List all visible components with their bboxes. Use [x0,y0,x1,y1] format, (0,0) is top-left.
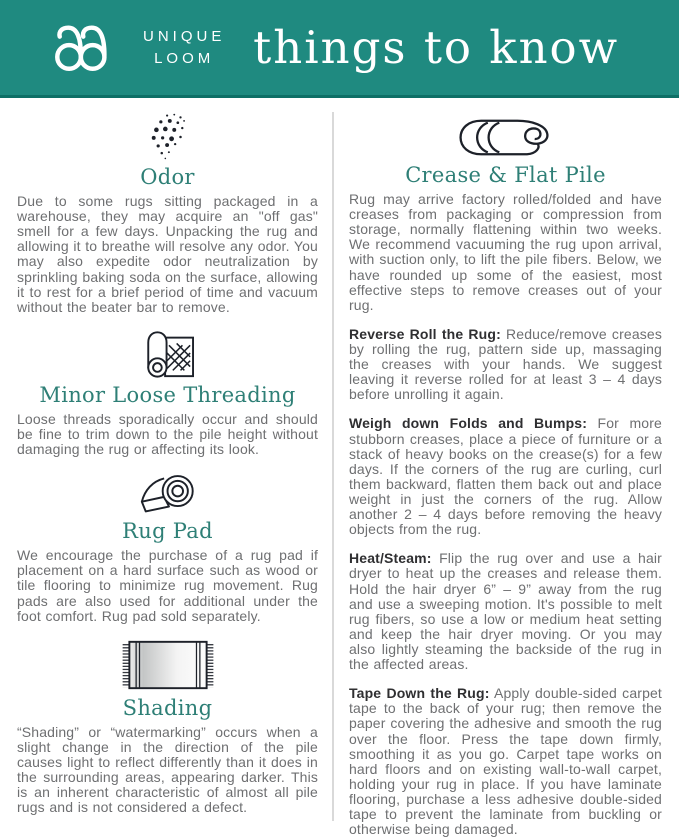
section-body: Loose threads sporadically occur and should be fine to trim down to the pile height without damaging the rug or affecting its look. [17,410,318,458]
section-body: Due to some rugs sitting packaged in a warehouse, they may acquire an "off gas" smell for a few days. Unpacking the rug and allowing it to breathe will resolve any odor. You may also expedite odor neutralization by sprinkling baking soda on the surface, allowing it to rest for a brief period of time and vacuum without the beater bar to remove. [17,193,318,315]
tip-paragraph [349,416,662,537]
unique-loom-logo-icon [52,21,130,75]
tip-lead: Tape Down the Rug: [349,685,490,702]
odor-dots-icon [144,112,192,162]
tip-text: Apply double-sided carpet tape to the back of your rug; then remove the paper covering the adhesive and smooth the rug over the floor. Press the tape down firmly, smoothing it as you go. Carpet tape works on hard floors and on existing wall-to-wall carpet, holding your rug in place. If you have laminate flooring, purchase a less adhesive double-sided tape to prevent the laminate from buckling or otherwise being damaged. [349,685,662,837]
section-rug-pad [17,470,318,624]
tip-lead: Heat/Steam: [349,550,432,567]
section-heading: Minor Loose Threading [39,382,296,407]
brand-line-2: LOOM [154,49,215,67]
rug-roll-hatch-icon [139,328,197,380]
tip-paragraph [349,551,662,672]
section-body: We encourage the purchase of a rug pad if placement on a hard surface such as wood or tile flooring to minimize rug movement. Rug pads are also used for additional under the foot comfort. Rug pad sold separately. [17,547,318,624]
tip-paragraph [349,686,662,837]
tip-text: For more stubborn creases, place a piece of furniture or a stack of heavy books on the crease(s) for a few days. If the corners of the rug are curling, curl them backward, flatten them back out and place weight in just the corners of the rug. Allow another 2 – 4 days before removing the heavy objects from the rug. [349,415,662,538]
tip-text: Reduce/remove creases by rolling the rug, pattern side up, massaging the creases with your hands. We suggest leaving it reverse rolled for at least 3 – 4 days before unrolling it again. [349,325,662,403]
tip-lead: Weigh down Folds and Bumps: [349,415,588,432]
page-title: things to know [253,21,620,74]
brand-line-1: UNIQUE [143,27,226,45]
content [0,98,679,837]
section-shading [17,637,318,816]
section-heading: Rug Pad [122,519,213,544]
rug-pad-roll-icon [137,470,199,516]
tip-text: Flip the rug over and use a hair dryer to heat up the creases and release them. Hold the hair dryer 6” – 9” away from the rug and use a sweeping motion. It's possible to melt rug fibers, so use a low or medium heat setting and keep the hair dryer moving. Or you may also lightly steaming the backside of the rug in the affected areas. [349,550,662,673]
rolled-rug-icon [456,116,556,160]
brand-name [143,26,225,70]
section-body: Rug may arrive factory rolled/folded and have creases from packaging or compression from storage, normally flattening within two weeks. We recommend vacuuming the rug upon arrival, with suction only, to lift the pile fibers. Below, we have rounded up some of the easiest, most effective steps to remove creases out of your rug. [349,191,662,313]
tip-paragraph [349,327,662,403]
section-minor-loose-threading [17,328,318,457]
title-area [225,21,653,74]
shading-rug-icon [119,637,217,693]
brand [52,21,225,75]
section-heading: Shading [122,695,213,720]
left-column [0,98,332,821]
right-column [334,98,679,837]
section-body: “Shading” or “watermarking” occurs when a slight change in the direction of the pile causes light to reflect differently than it does in the surrounding areas, appearing darker. This is an inherent characteristic of almost all pile rugs and is not considered a defect. [17,723,318,816]
section-heading: Odor [140,165,195,189]
tip-lead: Reverse Roll the Rug: [349,325,501,342]
section-heading: Crease & Flat Pile [405,163,606,187]
section-crease-flat-pile [349,116,662,313]
header [0,0,679,98]
section-odor [17,112,318,315]
